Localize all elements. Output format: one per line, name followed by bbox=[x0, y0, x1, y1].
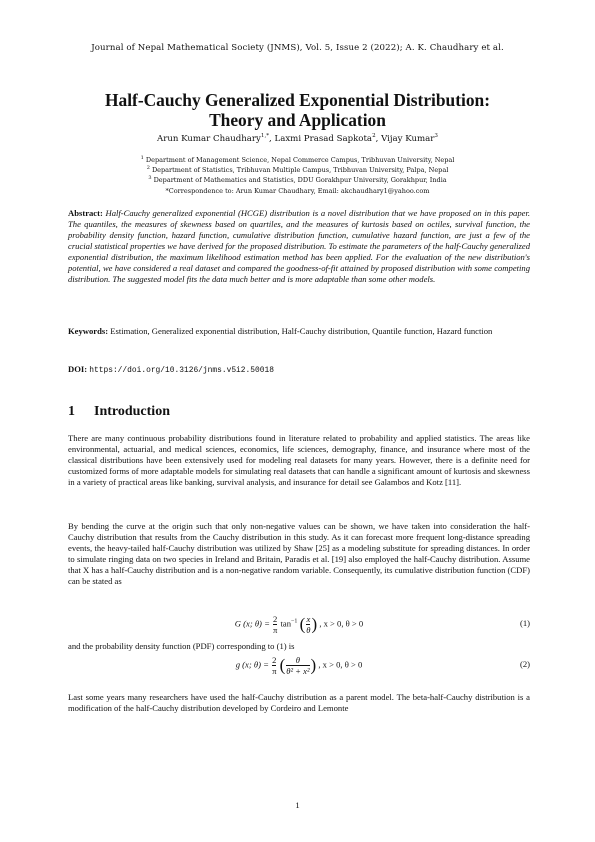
abstract bbox=[68, 208, 530, 285]
fraction-numerator: θ bbox=[295, 655, 300, 665]
keywords-text: Estimation, Generalized exponential distribution, Half-Cauchy distribution, Quantile function, Hazard function bbox=[110, 326, 493, 336]
author-list: Arun Kumar Chaudhary$^{1,*}$, Laxmi Prasad Sapkota$^2$, Vijay Kumar$^3$ bbox=[157, 133, 438, 144]
affiliation-text: Department of Management Science, Nepal Commerce Campus, Tribhuvan University, Nepal bbox=[145, 156, 455, 165]
paper-title bbox=[40, 90, 555, 130]
correspondence-note: *Correspondence to: Arun Kumar Chaudhary, Email: akchaudhary1@yahoo.com bbox=[165, 187, 430, 195]
fraction bbox=[286, 655, 309, 676]
abstract-label: Abstract: bbox=[68, 208, 103, 218]
equation-lhs: G (x; θ) = bbox=[234, 618, 270, 629]
fraction-denominator: π bbox=[272, 666, 277, 676]
section-number: 1 bbox=[68, 404, 75, 419]
keywords bbox=[68, 326, 530, 337]
fraction-denominator: θ bbox=[306, 625, 311, 635]
doi-label: DOI: bbox=[68, 364, 88, 374]
fraction-numerator: 2 bbox=[272, 655, 277, 665]
affiliation-text: Department of Statistics, Tribhuvan Multiple Campus, Tribhuvan University, Palpa, Nepal bbox=[151, 166, 449, 175]
paragraph: There are many continuous probability distributions found in literature related to probability and applied statistics. The areas like environmental, actuarial, and medical sciences, economics, life sciences, demography, finance, and insurance where most of the classical distributions have been extensively used for modeling real datasets for many years. However, there is a definite need for customized forms of more adaptable models for simulating real datasets that can handle a significant amount of kurtosis and skewness in a variety of practical areas like banking, survival analysis, and insurance for detail see Galambos and Kotz [11]. bbox=[68, 433, 530, 487]
equation-lhs: g (x; θ) = bbox=[235, 659, 269, 670]
page-number: 1 bbox=[295, 800, 300, 810]
equation-condition: , x > 0, θ > 0 bbox=[318, 659, 363, 670]
section-heading bbox=[68, 404, 170, 420]
fraction-denominator: π bbox=[273, 625, 278, 635]
affiliation-mark: 3 bbox=[148, 175, 152, 181]
affiliation-mark: 2 bbox=[146, 165, 150, 171]
equation-body: G (x; θ) = $\frac{2}{\pi}$ $\tan^{-1}$ ( $\frac{x}{\theta}$ ) , x > 0, θ > 0 bbox=[234, 614, 364, 635]
running-header: Journal of Nepal Mathematical Society (JNMS), Vol. 5, Issue 2 (2022); A. K. Chaudhary et al. bbox=[91, 43, 504, 53]
author-mark: 1,* bbox=[260, 133, 270, 139]
function-exponent: −1 bbox=[291, 618, 298, 625]
paragraph: By bending the curve at the origin such that only non-negative values can be shown, we have taken into consideration the half-Cauchy distribution that results from the Cauchy distribution in this study. As it can forecast more frequent long-distance spreading events, the heavy-tailed half-Cauchy distribution was utilized by Shaw [25] as a modeling substitute for spreading distances. In order to simulate ringing data on two species in Ireland and Britain, Paradis et al. [19] also employed the half-Cauchy distribution. Assume that X has a half-Cauchy distribution and is a non-negative random variable. Consequently, its cumulative distribution function (CDF) can be stated as bbox=[68, 521, 530, 586]
author-mark: 3 bbox=[434, 133, 438, 139]
abstract-text: Half-Cauchy generalized exponential (HCGE) distribution is a novel distribution that we have proposed on in this paper. The quantiles, the measures of skewness based on quartiles, and the measures of kurtosis based on octiles, survival function, the probability density function, hazard function, cumulative distribution function, cumulative hazard function, are just a few of the crucial statistical properties we have derived for the proposed distribution. To estimate the parameters of the half-Cauchy generalized exponential distribution, the maximum likelihood estimation method has been applied. For the evaluation of the new distribution's potential, we have considered a real dataset and compared the goodness-of-fit attained by proposed distribution with some competing distribution. The suggested model fits the data much better and is more adaptable than some other models. bbox=[68, 208, 530, 284]
section-title: Introduction bbox=[94, 404, 170, 419]
equation-number: (1) bbox=[519, 618, 530, 628]
author-mark: 2 bbox=[372, 133, 376, 139]
equation-body: g (x; θ) = $\frac{2}{\pi}$ ( $\frac{\theta}{\text{θ² + x²}}$ ) , x > 0, θ > 0 bbox=[235, 655, 363, 676]
author-name: Laxmi Prasad Sapkota bbox=[274, 133, 373, 144]
paragraph: and the probability density function (PDF) corresponding to (1) is bbox=[68, 641, 295, 651]
equation-condition: , x > 0, θ > 0 bbox=[319, 618, 364, 629]
keywords-label: Keywords: bbox=[68, 326, 109, 336]
affiliation-mark: 1 bbox=[140, 155, 144, 161]
title-line-1: Half-Cauchy Generalized Exponential Distribution: bbox=[104, 90, 490, 110]
affiliation-text: Department of Mathematics and Statistics, DDU Gorakhpur University, Gorakhpur, India bbox=[153, 176, 447, 185]
fraction bbox=[273, 614, 277, 635]
fraction bbox=[272, 655, 276, 676]
equation bbox=[68, 614, 530, 638]
function-name: tan bbox=[280, 618, 292, 629]
author-name: Arun Kumar Chaudhary bbox=[157, 133, 261, 144]
affiliation bbox=[40, 173, 555, 185]
fraction-numerator: 2 bbox=[273, 614, 278, 624]
equation-number: (2) bbox=[519, 659, 530, 669]
fraction bbox=[306, 614, 310, 635]
fraction-numerator: x bbox=[306, 614, 311, 624]
doi-link[interactable]: https://doi.org/10.3126/jnms.v5i2.50018 bbox=[89, 366, 274, 375]
equation bbox=[68, 655, 530, 679]
paragraph: Last some years many researchers have used the half-Cauchy distribution as a parent model. The beta-half-Cauchy distribution is a modification of the half-Cauchy distribution developed by Cordeiro and Lemonte bbox=[68, 692, 530, 713]
author-name: Vijay Kumar bbox=[381, 133, 435, 144]
doi bbox=[68, 364, 530, 376]
title-line-2: Theory and Application bbox=[209, 110, 386, 130]
fraction-denominator: θ² + x² bbox=[286, 666, 310, 676]
